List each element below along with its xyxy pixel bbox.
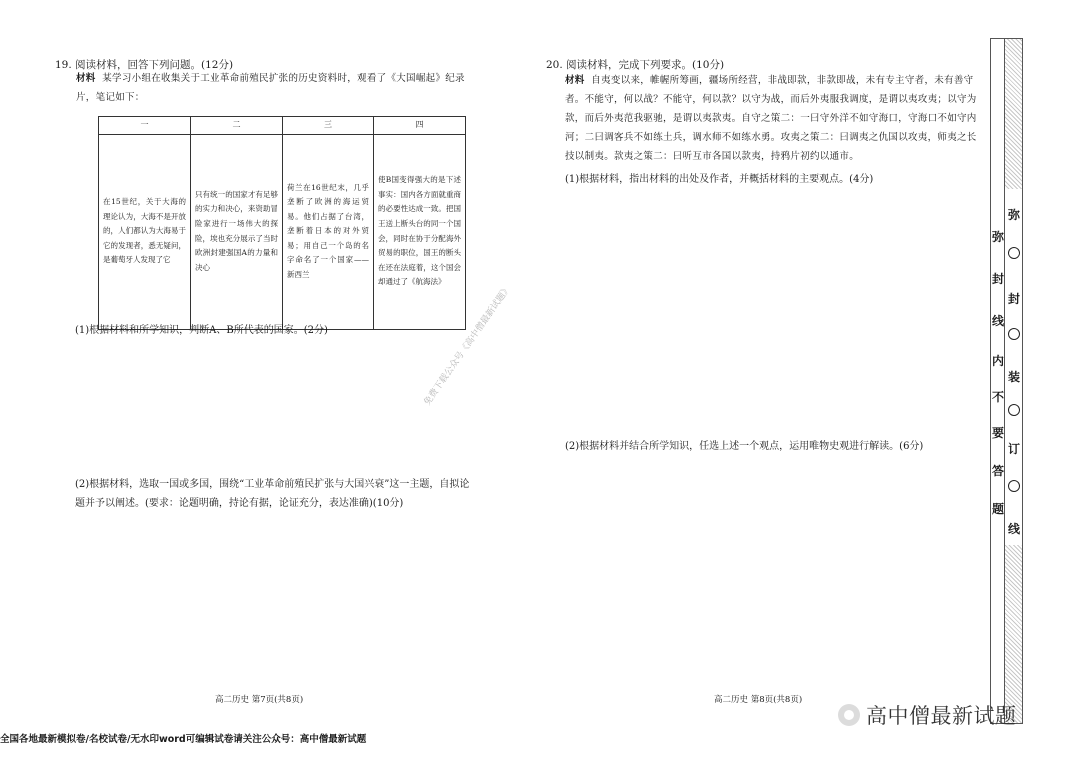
table-header: 三 <box>283 117 374 135</box>
strip-char: 题 <box>991 502 1004 516</box>
strip-char: 装 <box>1007 370 1020 384</box>
table-header: 二 <box>191 117 283 135</box>
strip-char: 封 <box>991 272 1004 286</box>
q19-title: 19. 阅读材料，回答下列问题。(12分) <box>55 59 234 71</box>
q19-sub2-line1: (2)根据材料，选取一国或多国，围绕“工业革命前殖民扩张与大国兴衰”这一主题，自拟论 <box>75 479 470 490</box>
strip-hatch-top <box>1004 39 1022 189</box>
q19-sub2-line2: 题并予以阐述。(要求：论题明确，持论有据，论证充分，表达准确)(10分) <box>75 498 404 509</box>
strip-char: 弥 <box>991 230 1004 244</box>
brand-badge <box>838 700 1017 730</box>
table-cell: 使B国变得强大的是下述事实：国内各方面就重商的必要性达成一致。把国王送上断头台的同一个国会，同时在协于分配海外贸易的职位，国王的断头在还在法庭着，这个国会却通过了《航海法》 <box>374 134 466 329</box>
strip-char: 内 <box>991 354 1004 368</box>
strip-char: 要 <box>991 426 1004 440</box>
q19-material-text: 某学习小组在收集关于工业革命前殖民扩张的历史资料时，观看了《大国崛起》纪录片，笔记如下： <box>76 73 465 103</box>
q20-sub2: (2)根据材料并结合所学知识，任选上述一个观点，运用唯物史观进行解读。(6分) <box>565 441 924 452</box>
q20-title: 20. 阅读材料，完成下列要求。(10分) <box>546 59 725 71</box>
strip-char: 答 <box>991 464 1004 478</box>
q19-page-footer: 高二历史 第7页(共8页) <box>215 695 304 705</box>
strip-char: 不 <box>991 390 1004 404</box>
wechat-logo-icon <box>838 704 860 726</box>
strip-char: 封 <box>1007 292 1020 306</box>
table-cell: 只有统一的国家才有足够的实力和决心，来资助冒险家进行一场伟大的探险，埃也充分展示了当时欧洲封建强国A的力量和决心 <box>191 134 283 329</box>
table-cell: 荷兰在16世纪末，几乎垄断了欧洲的海运贸易。他们占据了台湾，垄断着日本的对外贸易；用自己一个岛的名字命名了一个国家——新西兰 <box>283 134 374 329</box>
seal-circle-icon <box>1008 328 1020 340</box>
table-header-row <box>99 117 466 135</box>
seal-circle-icon <box>1008 480 1020 492</box>
strip-char: 订 <box>1007 442 1020 456</box>
table-header: 一 <box>99 117 191 135</box>
seal-circle-icon <box>1008 404 1020 416</box>
strip-divider <box>1004 39 1005 723</box>
promo-banner: 全国各地最新模拟卷/名校试卷/无水印word可编辑试卷请关注公众号：高中僧最新试题 <box>0 734 367 745</box>
q20-page-footer: 高二历史 第8页(共8页) <box>714 695 803 705</box>
table-row <box>99 134 466 329</box>
q20-sub1: (1)根据材料，指出材料的出处及作者，并概括材料的主要观点。(4分) <box>565 174 874 185</box>
strip-hatch-bottom <box>1004 545 1022 723</box>
strip-char: 线 <box>991 314 1004 328</box>
watermark-text: 免费下载公众号《高中僧最新试题》 <box>422 283 514 408</box>
q20-material-text: 自夷变以来，帷幄所筹画，疆场所经营，非战即款，非款即战，未有专主守者，未有善守者。不能守，何以战？不能守，何以款？以守为战，而后外夷服我调度，是谓以夷攻夷；以守为款，而后外夷范我驱驰，是谓以夷款夷。自守之策二：一曰守外洋不如守海口，守海口不如守内河；二曰调客兵不如练土兵，调水师不如练水勇。攻夷之策二：曰调夷之仇国以攻夷，师夷之长技以制夷。款夷之策二：曰听互市各国以款夷，持鸦片初约以通市。 <box>565 75 977 162</box>
strip-char: 线 <box>1007 522 1020 536</box>
q20-material-label: 材料 <box>565 75 585 86</box>
q20-material <box>565 71 977 166</box>
strip-char: 弥 <box>1007 208 1020 222</box>
q19-material-table <box>98 116 466 330</box>
brand-name: 高中僧最新试题 <box>866 704 1017 728</box>
table-header: 四 <box>374 117 466 135</box>
q19-material <box>76 69 478 107</box>
q19-material-label: 材料 <box>76 73 96 84</box>
seal-circle-icon <box>1008 247 1020 259</box>
q19-sub1: (1)根据材料和所学知识，判断A、B所代表的国家。(2分) <box>75 325 328 336</box>
table-cell: 在15世纪，关于大海的理论认为，大海不是开放的，人们都认为大海易于它的发现者，悉无疑问，是葡萄牙人发现了它 <box>99 134 191 329</box>
